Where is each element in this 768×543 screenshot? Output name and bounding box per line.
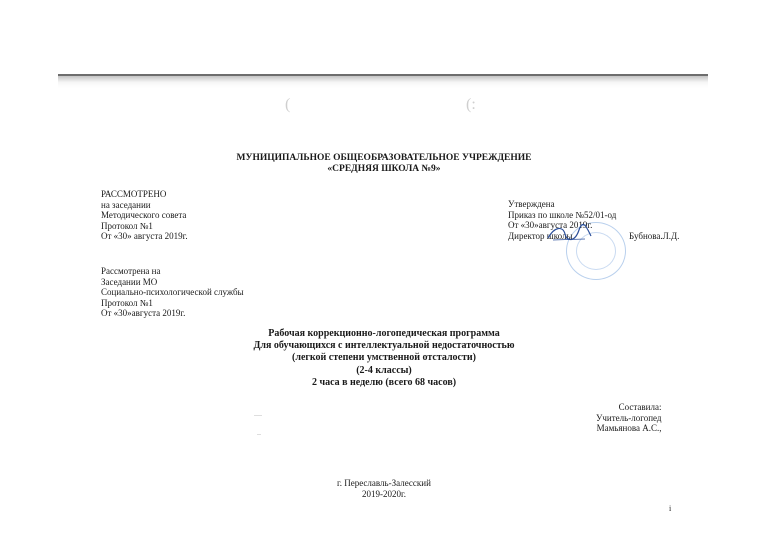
- header-line-2: «СРЕДНЯЯ ШКОЛА №9»: [327, 164, 441, 174]
- program-line: (2-4 классы): [356, 364, 412, 376]
- director-title: Директор школы: [508, 230, 573, 241]
- header-line-1: МУНИЦИПАЛЬНОЕ ОБЩЕОБРАЗОВАТЕЛЬНОЕ УЧРЕЖДЕНИЕ: [236, 153, 532, 163]
- considered-line: Методического совета: [101, 210, 187, 220]
- considered-mo-block: [101, 266, 244, 319]
- approved-line: От «30»августа 2019г.: [508, 220, 593, 230]
- author-line: Мамьянова А.С.,: [596, 423, 662, 433]
- scan-edge-shadow: [58, 74, 708, 88]
- considered-mo-line: Протокол №1: [101, 297, 153, 308]
- program-line: Рабочая коррекционно-логопедическая программа: [268, 328, 500, 339]
- considered-line: От «30» августа 2019г.: [101, 231, 188, 241]
- city: г. Переславль-Залесский: [337, 478, 431, 488]
- considered-mo-line: Рассмотрена на: [101, 266, 161, 276]
- considered-line: на заседании: [101, 199, 151, 210]
- scan-speck: ‥: [257, 431, 262, 437]
- scan-edge-line: [58, 74, 708, 76]
- author-block: [596, 402, 661, 434]
- footer-block: [304, 478, 464, 499]
- program-line: Для обучающихся с интеллектуальной недостаточностью: [253, 340, 515, 352]
- considered-mo-line: Заседании МО: [101, 276, 158, 287]
- considered-block: [101, 189, 188, 242]
- considered-line: РАССМОТРЕНО: [101, 189, 167, 199]
- faint-mark-left: (: [285, 96, 291, 113]
- considered-line: Протокол №1: [101, 220, 153, 231]
- program-line: (легкой степени умственной отсталости): [292, 352, 476, 364]
- approved-line: Приказ по школе №52/01-од: [508, 209, 617, 220]
- year: 2019-2020г.: [362, 488, 406, 499]
- program-title: [224, 328, 544, 389]
- school-header: [184, 153, 584, 175]
- faint-mark-right: (:: [466, 96, 476, 113]
- considered-mo-line: От «30»августа 2019г.: [101, 308, 186, 318]
- author-line: Учитель-логопед: [596, 412, 662, 423]
- approved-block: [508, 199, 679, 241]
- author-line: Составила:: [618, 402, 662, 412]
- director-signature: [545, 222, 593, 244]
- approved-director-line: [508, 231, 679, 242]
- approved-line: Утверждена: [508, 199, 555, 209]
- considered-mo-line: Социально-психологической службы: [101, 287, 244, 297]
- director-name: Бубнова.Л.Д.: [629, 230, 680, 241]
- scan-speck: ‥‥: [254, 412, 263, 418]
- program-line: 2 часа в неделю (всего 68 часов): [311, 376, 457, 388]
- page-mark: i: [669, 504, 672, 513]
